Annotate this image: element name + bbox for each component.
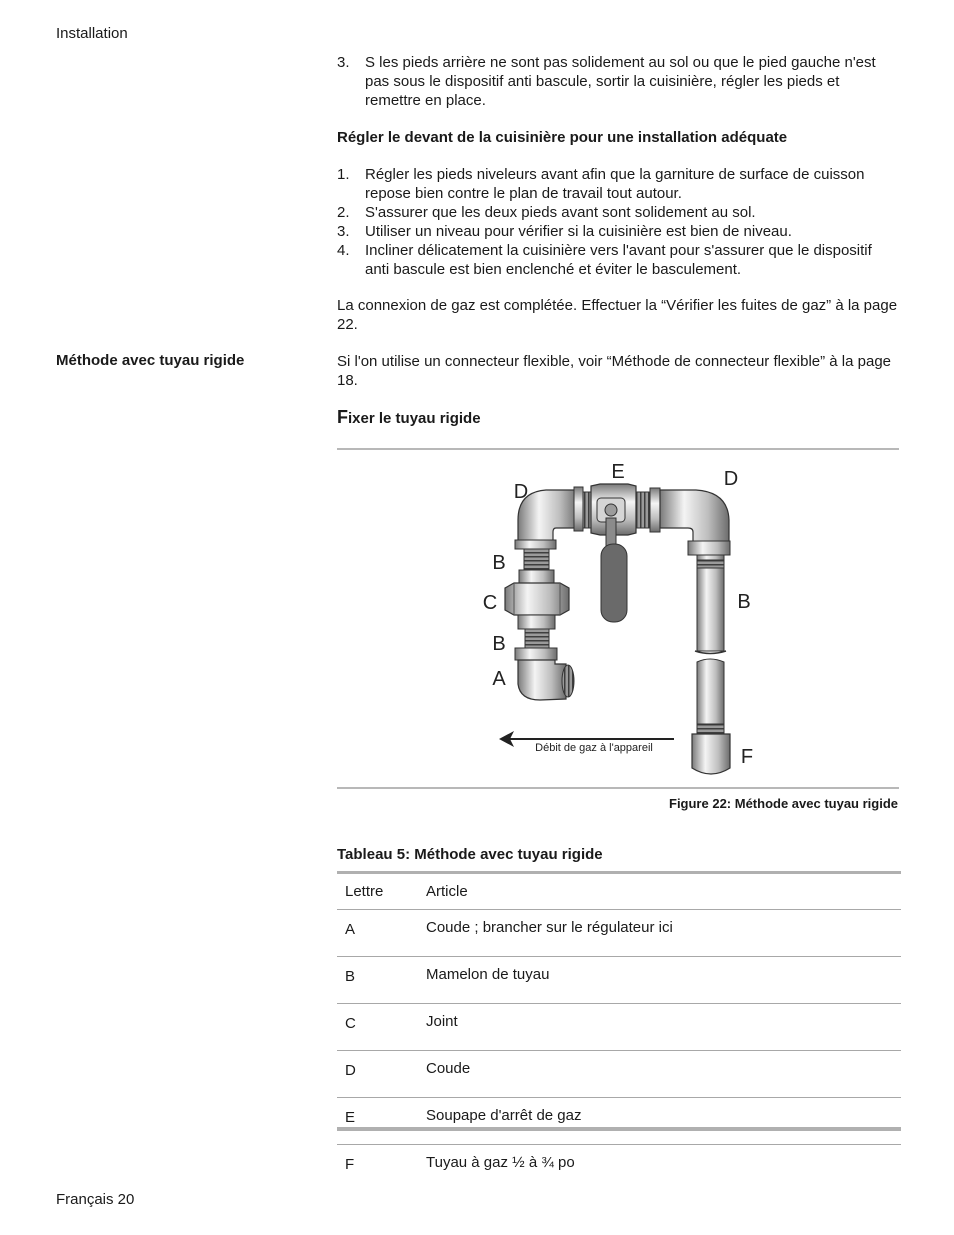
flow-label: Débit de gaz à l'appareil <box>535 742 653 754</box>
list-number: 3. <box>337 54 350 71</box>
shutoff-valve <box>583 484 650 622</box>
sub-heading-rest: ixer le tuyau rigide <box>348 410 481 427</box>
row-article: Mamelon de tuyau <box>418 957 901 1004</box>
column-header-letter: Lettre <box>337 872 418 910</box>
label-d-left: D <box>513 481 529 503</box>
closing-paragraph: La connexion de gaz est complétée. Effectuer la “Vérifier les fuites de gaz” à la page 22. <box>337 297 898 333</box>
label-a: A <box>492 668 506 690</box>
label-e: E <box>611 461 625 483</box>
page-footer: Français 20 <box>56 1191 135 1208</box>
list-item <box>337 165 899 203</box>
rigid-pipe-figure <box>337 450 899 786</box>
row-letter: B <box>337 957 418 1004</box>
list-item <box>337 203 899 222</box>
table-row <box>337 1004 901 1051</box>
table-row <box>337 1051 901 1098</box>
label-f: F <box>740 746 754 768</box>
table-row <box>337 957 901 1004</box>
label-b-lower: B <box>492 633 506 655</box>
section-heading: Régler le devant de la cuisinière pour une installation adéquate <box>337 129 788 146</box>
table-row <box>337 1098 901 1145</box>
label-d-right: D <box>723 468 739 490</box>
label-b-right: B <box>737 591 751 613</box>
list-text: S les pieds arrière ne sont pas solidement au sol ou que le pied gauche n'est pas sous le dispositif anti bascule, sortir la cuisinière, régler les pieds et remettre en place. <box>365 54 876 109</box>
list-item <box>337 53 899 110</box>
list-number: 1. <box>337 166 350 183</box>
left-lower-nipple <box>525 629 549 649</box>
label-b-upper: B <box>492 552 506 574</box>
list-text: Incliner délicatement la cuisinière vers l'avant pour s'assurer que le dispositif anti bascule est bien enclenché et éviter le basculement. <box>365 242 872 278</box>
row-article: Joint <box>418 1004 901 1051</box>
sub-heading-initial: F <box>337 407 348 427</box>
list-text: Utiliser un niveau pour vérifier si la cuisinière est bien de niveau. <box>365 223 792 240</box>
row-letter: C <box>337 1004 418 1051</box>
gas-pipe-coupling <box>692 734 730 774</box>
right-pipe-lower <box>697 659 724 726</box>
row-article: Soupape d'arrêt de gaz <box>418 1098 901 1145</box>
table-row <box>337 1145 901 1192</box>
left-upper-nipple <box>524 549 549 571</box>
column-header-article: Article <box>418 872 901 910</box>
row-letter: E <box>337 1098 418 1145</box>
list-item <box>337 241 899 279</box>
row-article: Tuyau à gaz ½ à ¾ po <box>426 1154 575 1171</box>
intro-list <box>337 53 899 110</box>
list-number: 3. <box>337 223 350 240</box>
table-header-row <box>337 872 901 910</box>
steps-list <box>337 165 899 279</box>
table-bottom-rule <box>337 1127 901 1131</box>
figure-caption: Figure 22: Méthode avec tuyau rigide <box>669 796 898 811</box>
sub-heading <box>337 408 899 428</box>
bottom-elbow <box>515 648 574 700</box>
right-elbow <box>650 488 730 555</box>
row-article: Coude ; brancher sur le régulateur ici <box>418 910 901 957</box>
row-letter: F <box>345 1156 355 1173</box>
list-number: 2. <box>337 204 350 221</box>
label-c: C <box>482 592 498 614</box>
list-number: 4. <box>337 242 350 259</box>
list-item <box>337 222 899 241</box>
union-joint <box>505 570 569 629</box>
row-letter: A <box>337 910 418 957</box>
right-pipe-lower-thread <box>697 724 724 734</box>
row-letter: D <box>337 1051 418 1098</box>
table-title: Tableau 5: Méthode avec tuyau rigide <box>337 846 603 863</box>
list-text: S'assurer que les deux pieds avant sont solidement au sol. <box>365 204 756 221</box>
row-article: Coude <box>418 1051 901 1098</box>
figure-bottom-rule <box>337 787 899 789</box>
right-pipe-thread <box>697 560 724 568</box>
rigid-intro: Si l'on utilise un connecteur flexible, voir “Méthode de connecteur flexible” à la page 18. <box>337 353 892 389</box>
table-row <box>337 910 901 957</box>
list-text: Régler les pieds niveleurs avant afin que la garniture de surface de cuisson repose bien contre le plan de travail tout autour. <box>365 166 865 202</box>
parts-table <box>337 872 901 1191</box>
right-pipe-upper <box>697 555 724 651</box>
side-heading: Méthode avec tuyau rigide <box>56 352 245 369</box>
running-header: Installation <box>56 25 128 42</box>
